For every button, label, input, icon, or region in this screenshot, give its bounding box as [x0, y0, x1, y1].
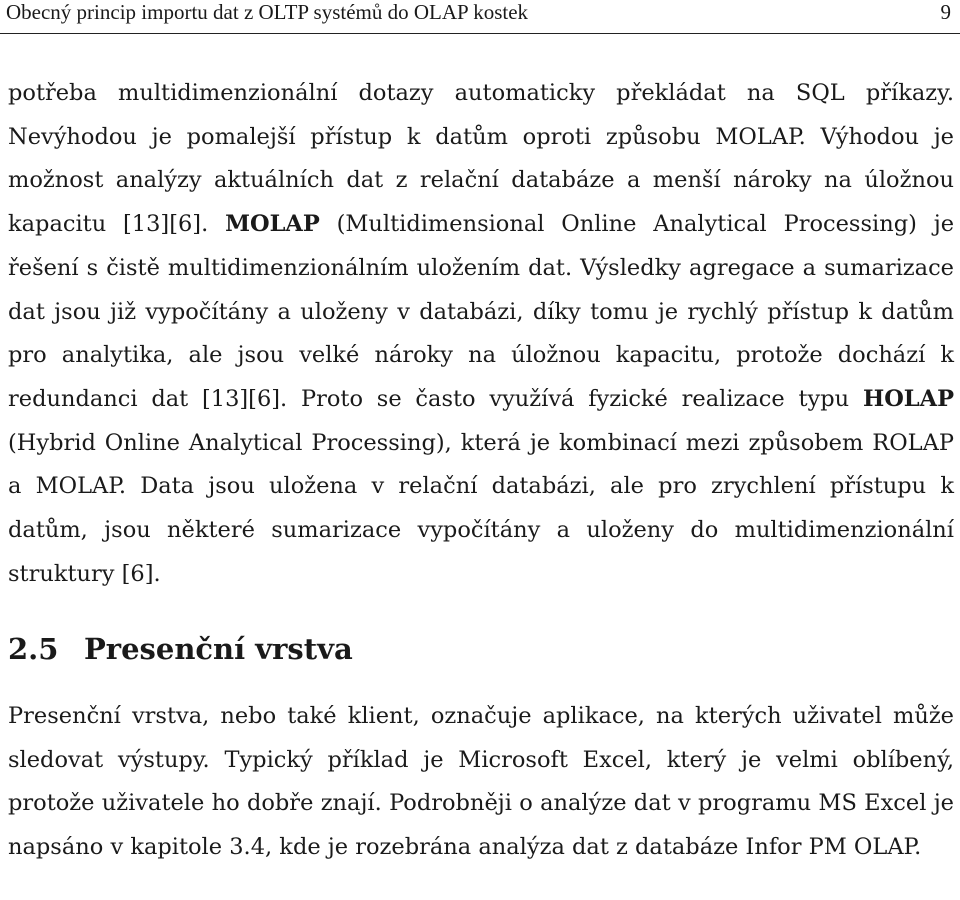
running-header [0, 0, 960, 34]
paragraph-text: (Hybrid Online Analytical Processing), která je kombinací mezi způsobem ROLAP a MOLAP. Data jsou uložena v relační databázi, ale pro zrychlení přístupu k datům, jsou některé sumarizace vypočítány a uloženy do multidimenzionální struktury [6]. [8, 429, 954, 587]
paragraph-text: potřeba multidimenzionální dotazy automaticky překládat na SQL příkazy. Nevýhodou je pomalejší přístup k datům oproti způsobu MOLAP. Výhodou je možnost analýzy aktuálních dat z relační databáze a menší nároky na úložnou kapacitu [13][6]. [8, 80, 954, 238]
page-number: 9 [940, 0, 951, 24]
paragraph-olap-storage [8, 72, 954, 596]
section-number: 2.5 [8, 632, 59, 666]
term-holap: HOLAP [862, 385, 954, 412]
paragraph-text: (Multidimensional Online Analytical Processing) je řešení s čistě multidimenzionálním uložením dat. Výsledky agregace a sumarizace dat jsou již vypočítány a uloženy v databázi, díky tomu je rychlý přístup k datům pro analytika, ale jsou velké nároky na úložnou kapacitu, protože dochází k redundanci dat [13][6]. Proto se často využívá fyzické realizace typu [8, 211, 955, 412]
term-molap: MOLAP [225, 211, 320, 238]
header-title: Obecný princip importu dat z OLTP systémů do OLAP kostek [6, 0, 529, 24]
section-heading [8, 632, 353, 666]
section-title: Presenční vrstva [84, 632, 353, 666]
paragraph-presentation-layer: Presenční vrstva, nebo také klient, označuje aplikace, na kterých uživatel může sledovat výstupy. Typický příklad je Microsoft Excel, který je velmi oblíbený, protože uživatele ho dobře znají. Podrobněji o analýze dat v programu MS Excel je napsáno v kapitole 3.4, kde je rozebrána analýza dat z databáze Infor PM OLAP. [8, 703, 954, 861]
